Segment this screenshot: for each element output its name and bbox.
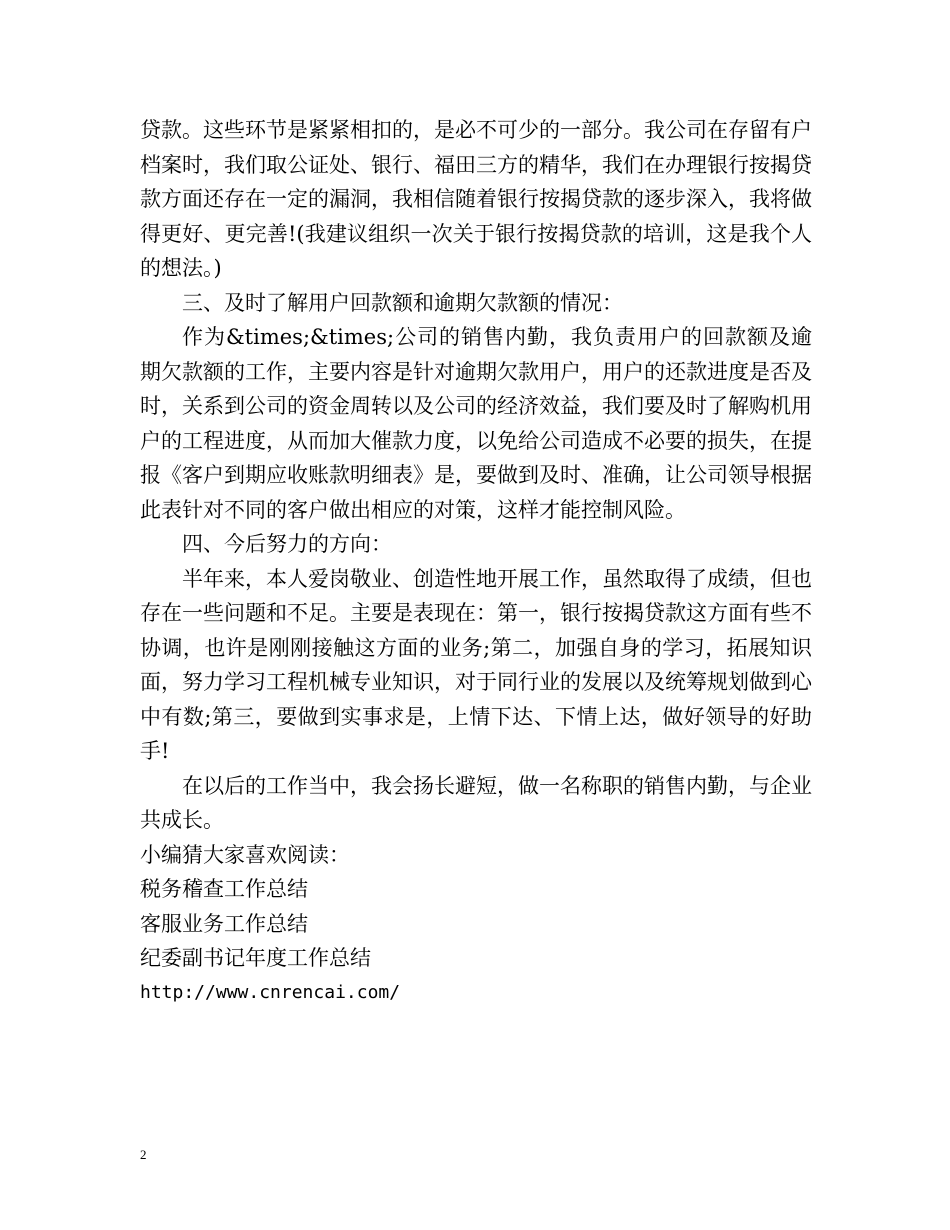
paragraph-half-year-review: 半年来，本人爱岗敬业、创造性地开展工作，虽然取得了成绩，但也存在一些问题和不足。主要是表现在：第一，银行按揭贷款这方面有些不协调，也许是刚刚接触这方面的业务;第二，加强自身的学习，拓展知识面，努力学习工程机械专业知识，对于同行业的发展以及统筹规划做到心中有数;第三，要做到实事求是，上情下达、下情上达，做好领导的好助手! — [140, 566, 812, 763]
paragraph-repayment: 作为&times;&times;公司的销售内勤，我负责用户的回款额及逾期欠款额的工作，主要内容是针对逾期欠款用户，用户的还款进度是否及时，关系到公司的资金周转以及公司的经济效益，我们要及时了解购机用户的工程进度，从而加大催款力度，以免给公司造成不必要的损失，在提报《客户到期应收账款明细表》是，要做到及时、准确，让公司领导根据此表针对不同的客户做出相应的对策，这样才能控制风险。 — [140, 325, 812, 522]
recommend-link-customer-service[interactable]: 客服业务工作总结 — [140, 911, 308, 936]
recommend-list — [140, 872, 812, 976]
paragraph-mortgage-continuation: 贷款。这些环节是紧紧相扣的，是必不可少的一部分。我公司在存留有户档案时，我们取公证处、银行、福田三方的精华，我们在办理银行按揭贷款方面还存在一定的漏洞，我相信随着银行按揭贷款的逐步深入，我将做得更好、更完善!(我建议组织一次关于银行按揭贷款的培训，这是我个人的想法。) — [140, 118, 812, 280]
recommend-link-tax-audit[interactable]: 税务稽查工作总结 — [140, 877, 308, 901]
site-url[interactable]: http://www.cnrencai.com/ — [140, 981, 401, 1003]
recommend-link-discipline-secretary[interactable]: 纪委副书记年度工作总结 — [140, 946, 371, 970]
document-body — [140, 113, 812, 1010]
page-number: 2 — [140, 1147, 147, 1162]
paragraph-closing: 在以后的工作当中，我会扬长避短，做一名称职的销售内勤，与企业共成长。 — [140, 773, 812, 832]
section-heading-repayment: 三、及时了解用户回款额和逾期欠款额的情况： — [182, 290, 623, 315]
section-heading-future-direction: 四、今后努力的方向： — [182, 532, 392, 556]
recommend-heading: 小编猜大家喜欢阅读： — [140, 842, 350, 867]
